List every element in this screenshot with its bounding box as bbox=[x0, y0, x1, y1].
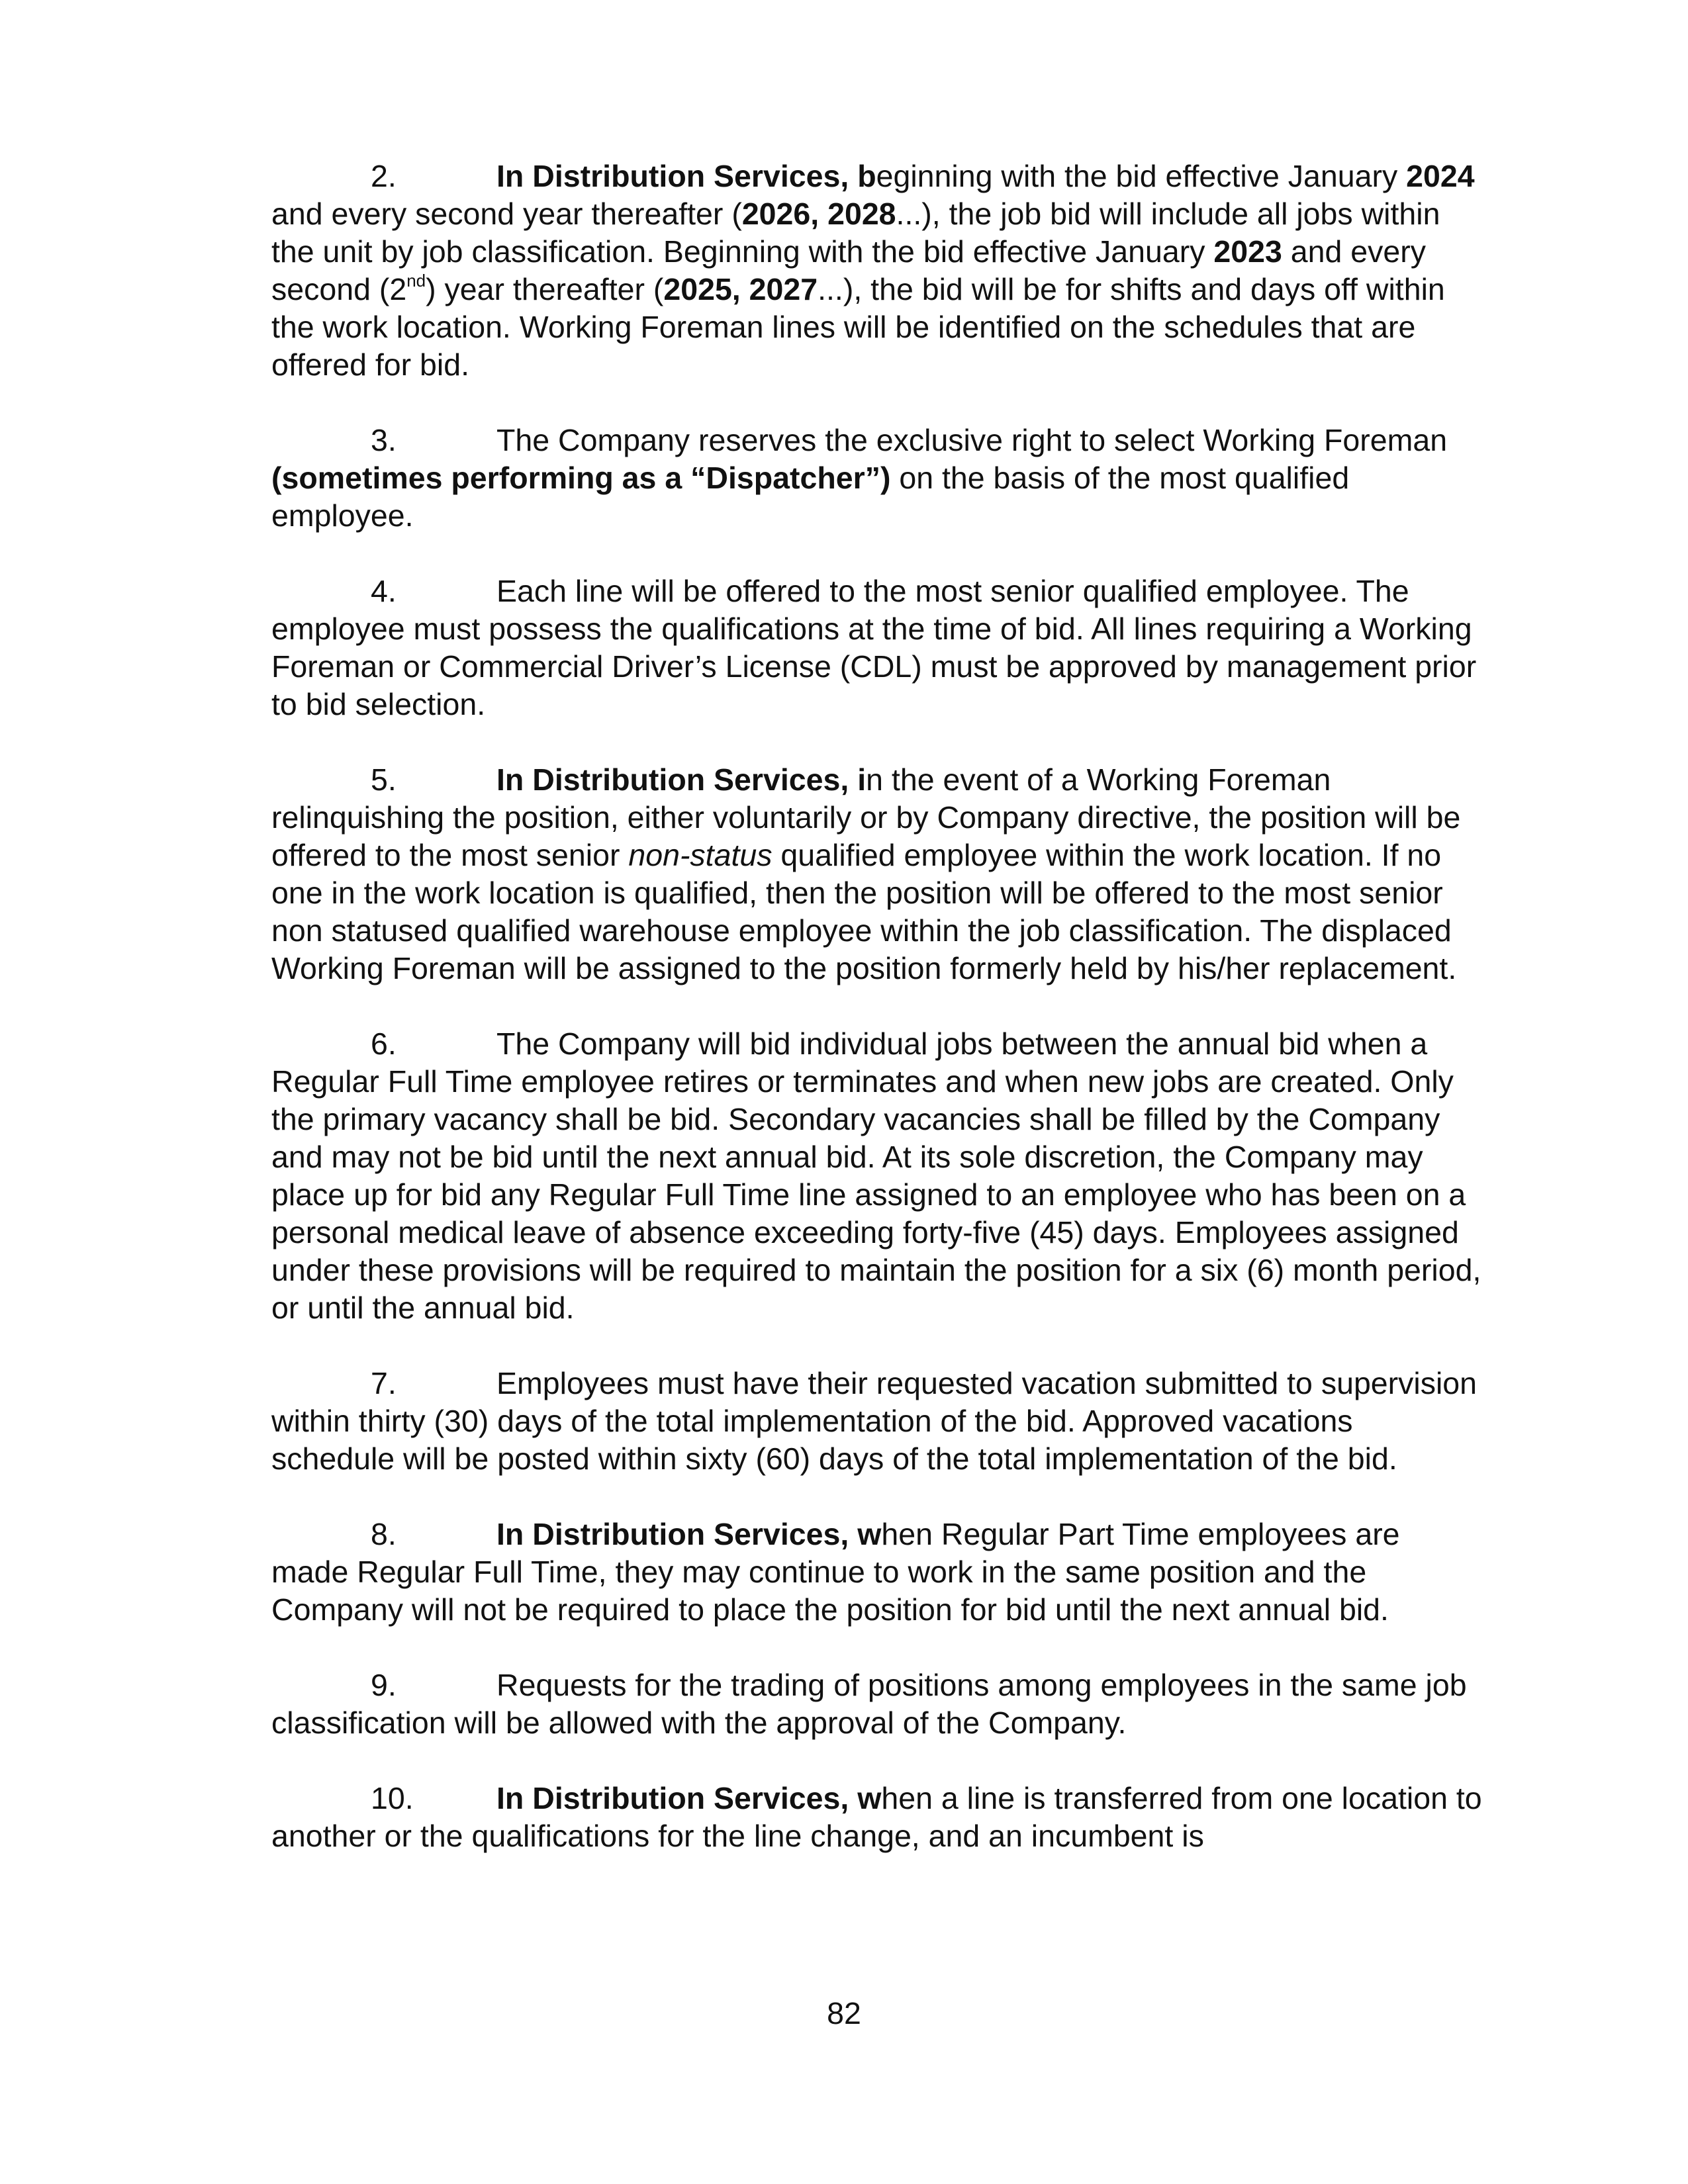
paragraph-text: on the basis of the most qualified employee. bbox=[271, 461, 1350, 533]
page-number: 82 bbox=[827, 1996, 861, 2030]
paragraph-number: 7. bbox=[371, 1366, 397, 1400]
paragraph-8 bbox=[271, 1516, 1483, 1629]
paragraph-text: In Distribution Services, b bbox=[496, 159, 876, 193]
paragraph-number: 5. bbox=[371, 762, 397, 797]
paragraph-text: hen a line is transferred from one location to another or the qualifications for the line change, and an incumbent is bbox=[271, 1781, 1482, 1853]
paragraph-text: 2023 bbox=[1213, 234, 1282, 269]
paragraph-number: 4. bbox=[371, 574, 397, 608]
paragraph-text: The Company will bid individual jobs between the annual bid when a Regular Full Time employee retires or terminates and when new jobs are created. Only the primary vacancy shall be bid. Secondary vacancies shall be filled by the Company and may not be bid until the next annual bid. At its sole discretion, the Company may place up for bid any Regular Full Time line assigned to an employee who has been on a personal medical leave of absence exceeding forty-five (45) days. Employees assigned under these provisions will be required to maintain the position for a six (6) month period, or until the annual bid. bbox=[271, 1026, 1481, 1325]
paragraph-text: In Distribution Services, i bbox=[496, 762, 867, 797]
paragraph-text: eginning with the bid effective January bbox=[876, 159, 1407, 193]
paragraph-text: nd bbox=[406, 270, 426, 291]
paragraph-7 bbox=[271, 1365, 1483, 1478]
paragraph-number: 3. bbox=[371, 423, 397, 457]
paragraph-5 bbox=[271, 761, 1483, 987]
paragraph-text: and every second year thereafter ( bbox=[271, 197, 742, 231]
paragraph-6 bbox=[271, 1025, 1483, 1327]
paragraph-number: 2. bbox=[371, 159, 397, 193]
paragraph-text: 2024 bbox=[1406, 159, 1475, 193]
paragraph-text: (sometimes performing as a “Dispatcher”) bbox=[271, 461, 891, 495]
paragraph-3 bbox=[271, 422, 1483, 535]
paragraph-2 bbox=[271, 158, 1483, 384]
paragraph-text: 2026, 2028 bbox=[741, 197, 896, 231]
paragraph-text: hen Regular Part Time employees are made Regular Full Time, they may continue to work in the same position and the Company will not be required to place the position for bid until the next annual bid. bbox=[271, 1517, 1400, 1627]
paragraph-text: 2025, 2027 bbox=[663, 272, 818, 306]
paragraph-text: The Company reserves the exclusive right to select Working Foreman bbox=[496, 423, 1448, 457]
paragraph-number: 8. bbox=[371, 1517, 397, 1551]
paragraph-9 bbox=[271, 1666, 1483, 1742]
paragraph-number: 10. bbox=[371, 1781, 414, 1815]
paragraph-text: n the event of a Working Foreman relinquishing the position, either voluntarily or by Company directive, the position will be offered to the most senior bbox=[271, 762, 1461, 872]
paragraph-text: non-status bbox=[628, 838, 773, 872]
paragraph-4 bbox=[271, 572, 1483, 723]
paragraph-number: 9. bbox=[371, 1668, 397, 1702]
paragraph-text: Each line will be offered to the most senior qualified employee. The employee must possess the qualifications at the time of bid. All lines requiring a Working Foreman or Commercial Driver’s License (CDL) must be approved by management prior to bid selection. bbox=[271, 574, 1477, 721]
paragraph-text: Requests for the trading of positions among employees in the same job classification will be allowed with the approval of the Company. bbox=[271, 1668, 1467, 1740]
paragraph-number: 6. bbox=[371, 1026, 397, 1061]
paragraph-text: In Distribution Services, w bbox=[496, 1517, 882, 1551]
paragraph-text: In Distribution Services, w bbox=[496, 1781, 882, 1815]
paragraph-text: and every second (2 bbox=[271, 234, 1426, 306]
paragraph-text: ...), the bid will be for shifts and days off within the work location. Working Foreman lines will be identified on the schedules that are offered for bid. bbox=[271, 272, 1445, 382]
paragraph-10 bbox=[271, 1780, 1483, 1855]
paragraph-text: Employees must have their requested vacation submitted to supervision within thirty (30) days of the total implementation of the bid. Approved vacations schedule will be posted within sixty (60) days of the total implementation of the bid. bbox=[271, 1366, 1477, 1476]
paragraph-text: qualified employee within the work location. If no one in the work location is qualified, then the position will be offered to the most senior non statused qualified warehouse employee within the job classification. The displaced Working Foreman will be assigned to the position formerly held by his/her replacement. bbox=[271, 838, 1457, 985]
paragraph-text: ) year thereafter ( bbox=[426, 272, 664, 306]
paragraph-text: ...), the job bid will include all jobs within the unit by job classification. Beginning with the bid effective January bbox=[271, 197, 1440, 269]
document-body bbox=[271, 158, 1483, 1893]
